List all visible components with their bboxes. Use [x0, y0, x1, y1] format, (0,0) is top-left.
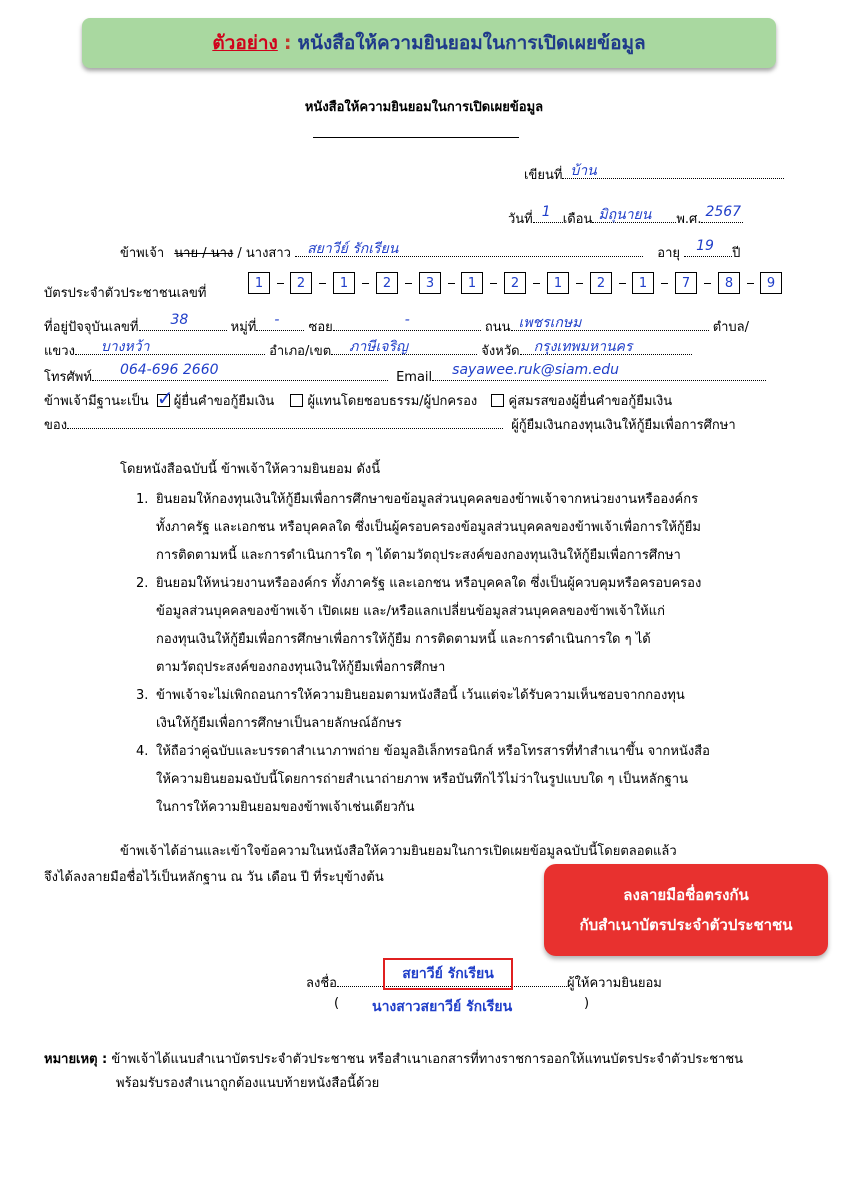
id-separator [576, 283, 583, 284]
id-digit-box[interactable]: 9 [760, 272, 782, 294]
banner-title: หนังสือให้ความยินยอมในการเปิดเผยข้อมูล [297, 32, 646, 54]
consent-intro: โดยหนังสือฉบับนี้ ข้าพเจ้าให้ความยินยอม ดังนี้ [120, 462, 381, 477]
written-at-value: บ้าน [570, 163, 597, 179]
of-field[interactable] [67, 416, 503, 429]
note-text-1: ข้าพเจ้าได้แนบสำเนาบัตรประจำตัวประชาชน หรือสำเนาเอกสารที่ทางราชการออกให้แทนบัตรประจำตัวประชาชน [111, 1052, 744, 1067]
status-tail: ผู้กู้ยืมเงินกองทุนเงินให้กู้ยืมเพื่อการศึกษา [511, 418, 736, 433]
name-value: สยาวีย์ รักเรียน [307, 241, 399, 257]
item-line: ยินยอมให้กองทุนเงินให้กู้ยืมเพื่อการศึกษาขอข้อมูลส่วนบุคคลของข้าพเจ้าจากหน่วยงานหรือองค์กร [156, 492, 699, 507]
moo-label: หมู่ที่ [230, 320, 257, 335]
day-value: 1 [541, 204, 551, 220]
banner-separator: : [283, 32, 292, 54]
item-number: 4. [136, 744, 149, 759]
callout-line-2: กับสำเนาบัตรประจำตัวประชาชน [579, 916, 793, 934]
item-line: ทั้งภาครัฐ และเอกชน หรือบุคคลใด ซึ่งเป็นผู้ครอบครองข้อมูลส่วนบุคคลของข้าพเจ้าเพื่อการให้กู้ยืม [156, 520, 701, 535]
written-at-row [524, 164, 784, 185]
email-field[interactable] [432, 362, 766, 381]
id-separator [448, 283, 455, 284]
day-field[interactable] [533, 204, 563, 223]
consent-item [136, 738, 788, 822]
item-line: การติดตามหนี้ และการดำเนินการใด ๆ ได้ตามวัตถุประสงค์ของกองทุนเงินให้กู้ยืมเพื่อการศึกษา [156, 548, 681, 563]
status-row-2 [44, 414, 736, 435]
item-line: กองทุนเงินให้กู้ยืมเพื่อการศึกษาเพื่อการให้กู้ยืม การติดตามหนี้ และการดำเนินการใด ๆ ได้ [156, 632, 651, 647]
example-banner [82, 18, 776, 68]
title-rest: / นางสาว [237, 246, 291, 261]
item-number: 3. [136, 688, 149, 703]
khwaeng-label: แขวง [44, 344, 75, 359]
amphoe-label: อำเภอ/เขต [269, 344, 332, 359]
id-label: บัตรประจำตัวประชาชนเลขที่ [44, 286, 207, 301]
soi-field[interactable] [333, 312, 481, 331]
tambon-label: ตำบล/ [712, 320, 750, 335]
printed-name: นางสาวสยาวีย์ รักเรียน [372, 999, 513, 1015]
guardian-option: ผู้แทนโดยชอบธรรม/ผู้ปกครอง [307, 394, 478, 409]
email-value: sayawee.ruk@siam.edu [452, 362, 619, 378]
province-value: กรุงเทพมหานคร [533, 339, 633, 355]
moo-field[interactable] [256, 312, 304, 331]
name-field[interactable] [295, 241, 643, 257]
age-field[interactable] [684, 238, 732, 257]
item-text [156, 570, 788, 682]
amphoe-value: ภาษีเจริญ [349, 339, 408, 355]
province-label: จังหวัด [481, 344, 520, 359]
written-at-field[interactable] [562, 163, 784, 179]
year-value: 2567 [705, 204, 742, 220]
closing-line-2: จึงได้ลงลายมือชื่อไว้เป็นหลักฐาน ณ วัน เดือน ปี ที่ระบุข้างต้น [44, 870, 384, 885]
note-label: หมายเหตุ : [44, 1052, 108, 1067]
item-text [156, 486, 788, 570]
item-line: ข้าพเจ้าจะไม่เพิกถอนการให้ความยินยอมตามหนังสือนี้ เว้นแต่จะได้รับความเห็นชอบจากกองทุน [156, 688, 685, 703]
status-row [44, 390, 672, 411]
phone-field[interactable] [92, 362, 388, 381]
month-value: มิถุนายน [598, 207, 652, 223]
signature-highlight [383, 958, 513, 990]
id-separator [319, 283, 326, 284]
id-digit-box[interactable]: 1 [547, 272, 569, 294]
id-digit-box[interactable]: 2 [376, 272, 398, 294]
soi-label: ซอย [308, 320, 333, 335]
spouse-option: คู่สมรสของผู้ยื่นคำขอกู้ยืมเงิน [508, 394, 673, 409]
id-separator [277, 283, 284, 284]
borrower-option: ผู้ยื่นคำขอกู้ยืมเงิน [173, 394, 275, 409]
id-digit-box[interactable]: 1 [333, 272, 355, 294]
spouse-checkbox[interactable] [491, 394, 504, 407]
item-line: ในการให้ความยินยอมของข้าพเจ้าเช่นเดียวกัน [156, 800, 415, 815]
guardian-checkbox[interactable] [290, 394, 303, 407]
item-line: ให้ถือว่าคู่ฉบับและบรรดาสำเนาภาพถ่าย ข้อมูลอิเล็กทรอนิกส์ หรือโทรสารที่ทำสำเนาขึ้น จากหนังสือ [156, 744, 710, 759]
callout-line-1: ลงลายมือชื่อตรงกัน [623, 886, 749, 904]
id-separator [747, 283, 754, 284]
name-row [120, 238, 741, 263]
id-digit-box[interactable]: 2 [504, 272, 526, 294]
province-field[interactable] [520, 339, 692, 355]
written-at-label: เขียนที่ [524, 168, 563, 183]
age-label: อายุ [657, 246, 680, 261]
item-text [156, 682, 788, 738]
moo-value: - [274, 312, 280, 328]
item-line: ข้อมูลส่วนบุคคลของข้าพเจ้า เปิดเผย และ/หรือแลกเปลี่ยนข้อมูลส่วนบุคคลของข้าพเจ้าให้แก่ [156, 604, 665, 619]
khwaeng-value: บางหว้า [100, 339, 150, 355]
signature-label: ลงชื่อ [306, 976, 337, 991]
road-field[interactable] [511, 315, 709, 331]
id-separator [661, 283, 668, 284]
id-separator [405, 283, 412, 284]
phone-value: 064-696 2660 [119, 362, 219, 378]
id-separator [533, 283, 540, 284]
email-label: Email [396, 370, 433, 385]
phone-label: โทรศัพท์ [44, 370, 92, 385]
age-unit: ปี [732, 246, 741, 261]
status-label: ข้าพเจ้ามีฐานะเป็น [44, 394, 149, 409]
borrower-checkbox[interactable] [157, 394, 170, 407]
item-line: เงินให้กู้ยืมเพื่อการศึกษาเป็นลายลักษณ์อักษร [156, 716, 402, 731]
id-digit-box[interactable]: 7 [675, 272, 697, 294]
id-digit-box[interactable]: 1 [461, 272, 483, 294]
consent-item [136, 570, 788, 682]
id-digit-box[interactable]: 8 [718, 272, 740, 294]
age-value: 19 [696, 238, 714, 254]
printed-name-close-paren: ) [584, 996, 590, 1011]
house-label: ที่อยู่ปัจจุบันเลขที่ [44, 320, 139, 335]
document-title: หนังสือให้ความยินยอมในการเปิดเผยข้อมูล [304, 100, 544, 115]
id-digit-box[interactable]: 3 [419, 272, 441, 294]
id-separator [490, 283, 497, 284]
year-label: พ.ศ. [676, 212, 702, 227]
address-row-2 [44, 340, 692, 361]
struck-titles: นาย / นาง [174, 246, 234, 261]
title-underline [313, 137, 519, 138]
item-line: ตามวัตถุประสงค์ของกองทุนเงินให้กู้ยืมเพื่อการศึกษา [156, 660, 446, 675]
id-digit-box[interactable]: 2 [290, 272, 312, 294]
house-value: 38 [170, 312, 189, 328]
signed-name: สยาวีย์ รักเรียน [402, 966, 494, 982]
item-line: ยินยอมให้หน่วยงานหรือองค์กร ทั้งภาครัฐ และเอกชน หรือบุคคลใด ซึ่งเป็นผู้ควบคุมหรือครอบครอง [156, 576, 702, 591]
signature-role: ผู้ให้ความยินยอม [566, 976, 662, 991]
amphoe-field[interactable] [331, 339, 477, 355]
example-label: ตัวอย่าง [212, 32, 278, 54]
id-separator [619, 283, 626, 284]
consent-item [136, 486, 788, 570]
signature-callout [544, 864, 828, 956]
note-line-1 [44, 1048, 743, 1069]
item-number: 2. [136, 576, 149, 591]
of-label: ของ [44, 418, 68, 433]
address-row-1 [44, 312, 750, 337]
closing-line-1: ข้าพเจ้าได้อ่านและเข้าใจข้อความในหนังสือให้ความยินยอมในการเปิดเผยข้อมูลฉบับนี้โดยตลอดแล้ว [120, 844, 677, 859]
khwaeng-field[interactable] [75, 339, 265, 355]
item-number: 1. [136, 492, 149, 507]
day-label: วันที่ [508, 212, 533, 227]
road-value: เพชรเกษม [518, 315, 582, 331]
id-separator [704, 283, 711, 284]
year-field[interactable] [701, 204, 743, 223]
soi-value: - [404, 312, 410, 328]
contact-row [44, 362, 766, 387]
id-digit-box[interactable]: 1 [248, 272, 270, 294]
printed-name-open-paren: ( [334, 996, 340, 1011]
road-label: ถนน [484, 320, 511, 335]
item-line: ให้ความยินยอมฉบับนี้โดยการถ่ายสำเนาถ่ายภาพ หรือบันทึกไว้ไม่ว่าในรูปแบบใด ๆ เป็นหลักฐาน [156, 772, 688, 787]
house-field[interactable] [139, 312, 227, 331]
id-digit-box[interactable]: 2 [590, 272, 612, 294]
id-separator [362, 283, 369, 284]
note-text-2: พร้อมรับรองสำเนาถูกต้องแนบท้ายหนังสือนี้ด้วย [116, 1076, 380, 1091]
id-digit-box[interactable]: 1 [632, 272, 654, 294]
item-text [156, 738, 788, 822]
self-label: ข้าพเจ้า [120, 246, 165, 261]
month-label: เดือน [562, 212, 593, 227]
consent-item [136, 682, 788, 738]
date-row [508, 204, 743, 229]
month-field[interactable] [592, 207, 676, 223]
